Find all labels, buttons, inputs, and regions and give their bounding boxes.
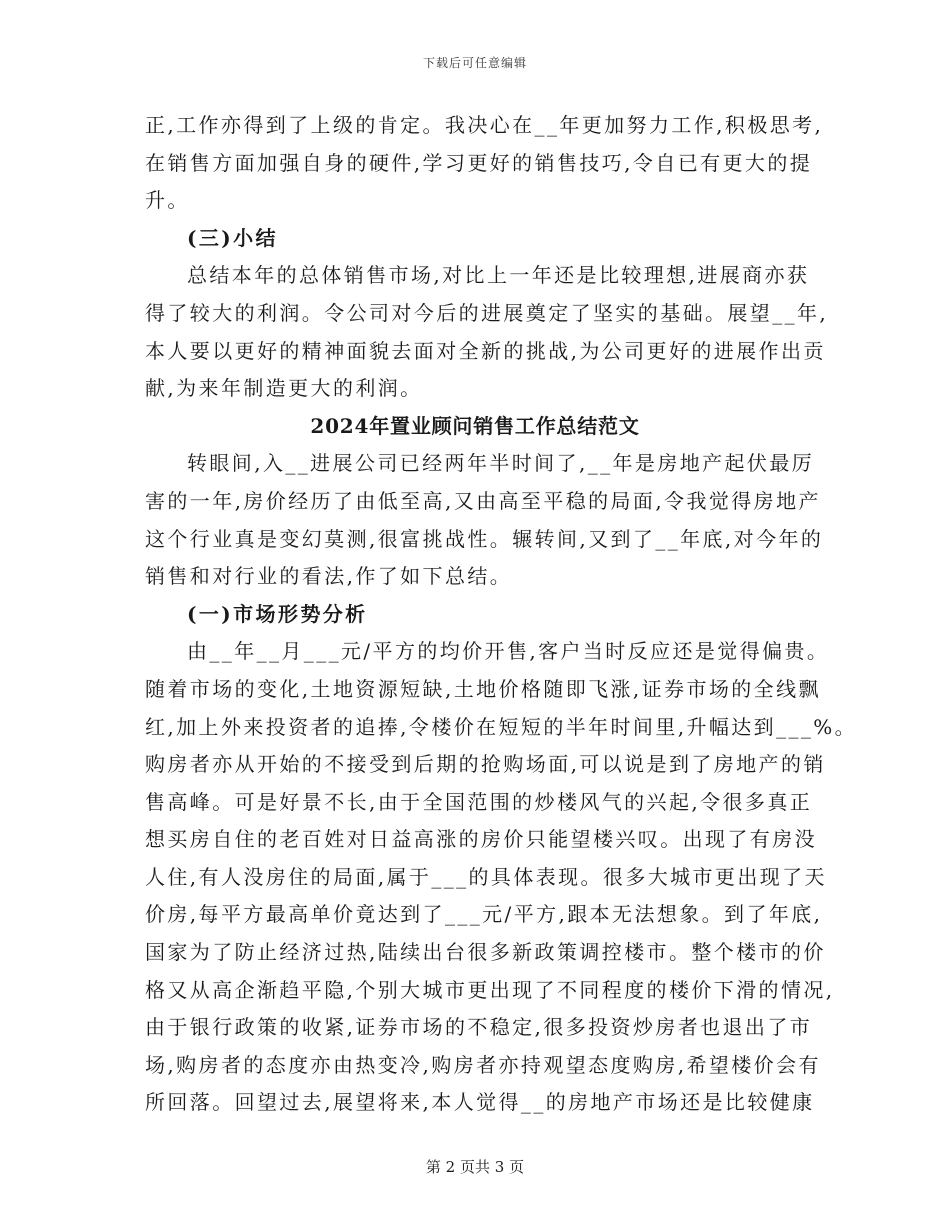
paragraph-line: 升。	[145, 188, 190, 213]
paragraph-line: 这个行业真是变幻莫测,很富挑战性。辗转间,又到了__年底,对今年的	[145, 526, 824, 551]
paragraph-line: 国家为了防止经济过热,陆续出台很多新政策调控楼市。整个楼市的价	[145, 940, 826, 965]
paragraph-line: 害的一年,房价经历了由低至高,又由高至平稳的局面,令我觉得房地产	[145, 488, 821, 513]
paragraph-line: 总结本年的总体销售市场,对比上一年还是比较理想,进展商亦获	[187, 263, 810, 288]
paragraph-line: 本人要以更好的精神面貌去面对全新的挑战,为公司更好的进展作出贡	[145, 338, 826, 363]
paragraph-line: 由于银行政策的收紧,证券市场的不稳定,很多投资炒房者也退出了市	[145, 1015, 813, 1040]
paragraph-line: 转眼间,入__进展公司已经两年半时间了,__年是房地产起伏最厉	[187, 451, 815, 476]
document-body	[145, 107, 858, 1122]
paragraph-line: 场,购房者的态度亦由热变冷,购房者亦持观望态度购房,希望楼价会有	[145, 1052, 821, 1077]
paragraph-line: 正,工作亦得到了上级的肯定。我决心在__年更加努力工作,积极思考,	[145, 113, 824, 137]
paragraph-line: 在销售方面加强自身的硬件,学习更好的销售技巧,令自已有更大的提	[145, 150, 813, 175]
paragraph-line: 购房者亦从开始的不接受到后期的抢购场面,可以说是到了房地产的销	[145, 752, 826, 777]
paragraph-line: 献,为来年制造更大的利润。	[145, 376, 423, 401]
paragraph-line: 红,加上外来投资者的追捧,令楼价在短短的半年时间里,升幅达到___%。	[145, 714, 858, 739]
paragraph-line: 得了较大的利润。令公司对今后的进展奠定了坚实的基础。展望__年,	[145, 300, 829, 325]
paragraph-line: 人住,有人没房住的局面,属于___的具体表现。很多大城市更出现了天	[145, 864, 827, 889]
page-footer: 第 2 页共 3 页	[425, 1158, 525, 1176]
paragraph-line: 所回落。回望过去,展望将来,本人觉得__的房地产市场还是比较健康	[145, 1090, 815, 1115]
paragraph-line: 由__年__月___元/平方的均价开售,客户当时反应还是觉得偏贵。	[187, 639, 830, 664]
document-title: 2024年置业顾问销售工作总结范文	[310, 413, 640, 438]
paragraph-line: 随着市场的变化,土地资源短缺,土地价格随即飞涨,证券市场的全线飘	[145, 676, 821, 701]
paragraph-line: 售高峰。可是好景不长,由于全国范围的炒楼风气的兴起,令很多真正	[145, 789, 813, 814]
section-heading-summary: (三)小结	[187, 225, 278, 250]
section-heading-market-analysis: (一)市场形势分析	[187, 601, 368, 626]
paragraph-line: 销售和对行业的看法,作了如下总结。	[145, 564, 513, 589]
paragraph-line: 想买房自住的老百姓对日益高涨的房价只能望楼兴叹。出现了有房没	[145, 827, 817, 852]
page-header: 下载后可任意编辑	[422, 56, 527, 70]
paragraph-line: 价房,每平方最高单价竟达到了___元/平方,跟本无法想象。到了年底,	[145, 902, 823, 927]
paragraph-line: 格又从高企渐趋平隐,个别大城市更出现了不同程度的楼价下滑的情况,	[145, 977, 835, 1002]
